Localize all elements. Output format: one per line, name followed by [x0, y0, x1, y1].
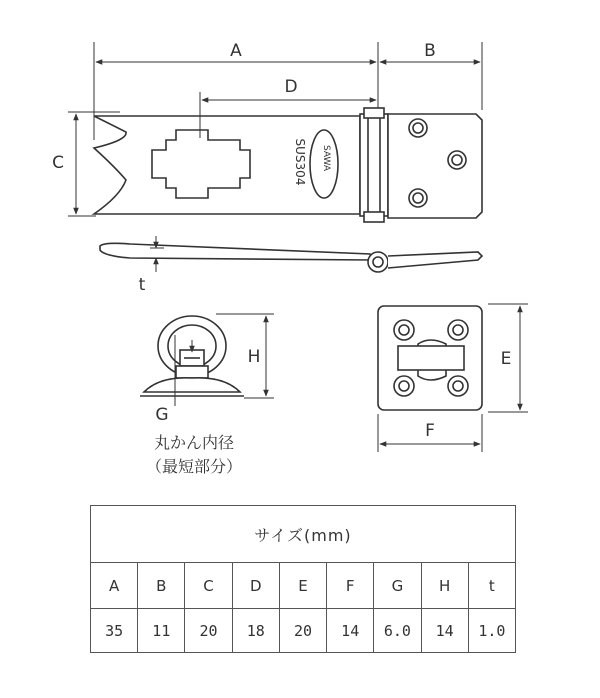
label-d: D	[284, 77, 298, 97]
header-cell: E	[279, 563, 326, 609]
stamp-brand-text: SAWA	[321, 144, 331, 172]
label-e: E	[500, 349, 512, 369]
staple-ring-view	[140, 316, 244, 396]
table-title: サイズ(mm)	[91, 506, 516, 563]
staple-plate-view	[378, 306, 482, 410]
hinge-knuckle	[360, 114, 388, 216]
value-cell: 14	[327, 609, 374, 653]
ring-diameter-note-line2: （最短部分）	[146, 457, 243, 476]
label-t: t	[138, 275, 146, 295]
label-c: C	[52, 153, 64, 173]
value-cell: 14	[421, 609, 468, 653]
ring-diameter-note-line1: 丸かん内径	[154, 433, 235, 452]
table-value-row	[91, 609, 516, 653]
value-cell: 20	[185, 609, 232, 653]
header-cell: H	[421, 563, 468, 609]
header-cell: D	[232, 563, 279, 609]
hasp-top-view	[94, 108, 482, 222]
label-b: B	[424, 41, 436, 61]
value-cell: 35	[91, 609, 138, 653]
table-header-row	[91, 563, 516, 609]
value-cell: 6.0	[374, 609, 421, 653]
label-g: G	[155, 405, 169, 425]
label-a: A	[230, 41, 242, 61]
label-f: F	[425, 421, 435, 441]
value-cell: 1.0	[468, 609, 515, 653]
header-cell: G	[374, 563, 421, 609]
header-cell: F	[327, 563, 374, 609]
hinge-leaf	[388, 114, 482, 218]
stamp-material-text: SUS304	[293, 138, 307, 186]
header-cell: A	[91, 563, 138, 609]
size-spec-table	[90, 505, 516, 653]
slot-cutout	[152, 130, 250, 198]
label-h: H	[247, 347, 261, 367]
header-cell: C	[185, 563, 232, 609]
value-cell: 18	[232, 609, 279, 653]
header-cell: B	[138, 563, 185, 609]
value-cell: 11	[138, 609, 185, 653]
header-cell: t	[468, 563, 515, 609]
value-cell: 20	[279, 609, 326, 653]
